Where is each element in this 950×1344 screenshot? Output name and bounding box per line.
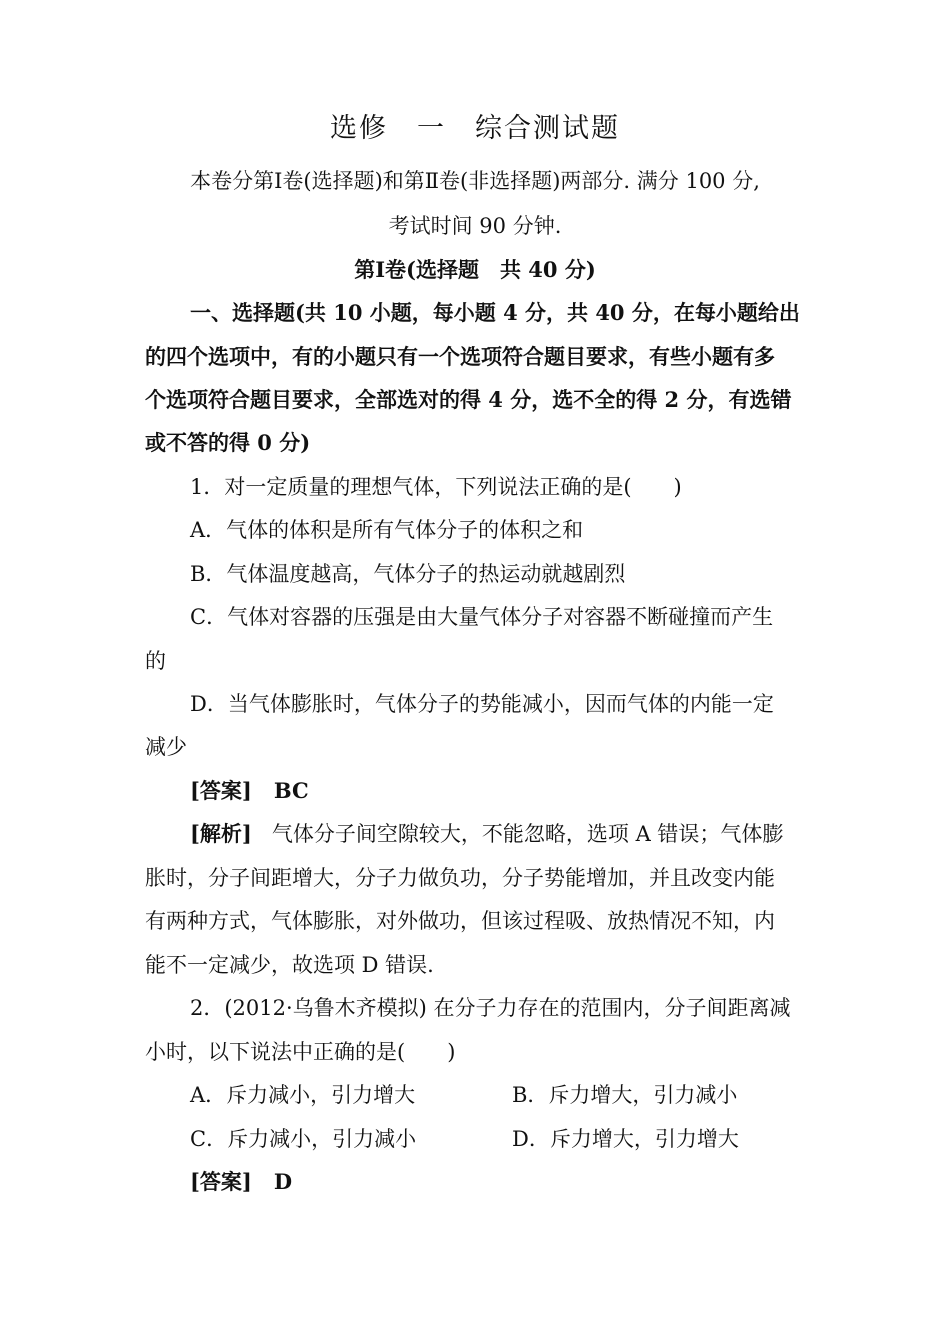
section-heading: 第Ⅰ卷(选择题 共 40 分) — [354, 257, 596, 282]
question-1-analysis-line-3: 有两种方式，气体膨胀，对外做功，但该过程吸、放热情况不知，内 — [145, 909, 775, 933]
intro-line-2: 考试时间 90 分钟. — [388, 214, 562, 238]
question-1-analysis-line-2: 胀时，分子间距增大，分子力做负功，分子势能增加，并且改变内能 — [145, 866, 775, 890]
question-1-answer — [190, 776, 309, 806]
analysis-text: 气体分子间空隙较大，不能忽略，选项 A 错误；气体膨 — [271, 822, 784, 846]
question-1-option-a: A．气体的体积是所有气体分子的体积之和 — [190, 518, 584, 542]
intro-line-1: 本卷分第Ⅰ卷(选择题)和第Ⅱ卷(非选择题)两部分. 满分 100 分, — [190, 169, 760, 193]
question-2-answer — [190, 1167, 292, 1197]
instructions-line-3: 个选项符合题目要求，全部选对的得 4 分，选不全的得 2 分，有选错 — [145, 387, 792, 412]
question-2-option-a: A．斥力减小，引力增大 — [190, 1083, 416, 1107]
page-title: 选修 一 综合测试题 — [330, 113, 620, 144]
question-2-stem-line-2: 小时，以下说法中正确的是( ) — [145, 1040, 456, 1064]
question-1-option-c-line-2: 的 — [145, 649, 166, 673]
answer-label: [答案] — [190, 1169, 252, 1194]
question-2-option-c: C．斥力减小，引力减小 — [190, 1127, 417, 1151]
question-1-analysis-line-4: 能不一定减少，故选项 D 错误. — [145, 953, 434, 977]
instructions-line-4: 或不答的得 0 分) — [145, 430, 311, 455]
instructions-line-1: 一、选择题(共 10 小题，每小题 4 分，共 40 分，在每小题给出 — [190, 300, 800, 325]
answer-value: BC — [273, 778, 309, 803]
question-1-option-c-line-1: C．气体对容器的压强是由大量气体分子对容器不断碰撞而产生 — [190, 605, 774, 629]
question-1-option-d-line-1: D．当气体膨胀时，气体分子的势能减小，因而气体的内能一定 — [190, 692, 774, 716]
question-1-stem: 1．对一定质量的理想气体，下列说法正确的是( ) — [190, 475, 682, 499]
question-2-stem-line-1: 2．(2012·乌鲁木齐模拟) 在分子力存在的范围内，分子间距离减 — [190, 996, 791, 1020]
instructions-line-2: 的四个选项中，有的小题只有一个选项符合题目要求，有些小题有多 — [145, 344, 775, 369]
answer-value: D — [273, 1169, 293, 1194]
analysis-label: [解析] — [190, 821, 252, 846]
question-1-option-d-line-2: 减少 — [145, 735, 187, 759]
question-2-option-b: B．斥力增大，引力减小 — [512, 1083, 738, 1107]
question-2-option-d: D．斥力增大，引力增大 — [512, 1127, 739, 1151]
question-1-analysis-line-1 — [190, 819, 783, 849]
question-1-option-b: B．气体温度越高，气体分子的热运动就越剧烈 — [190, 562, 626, 586]
answer-label: [答案] — [190, 778, 252, 803]
